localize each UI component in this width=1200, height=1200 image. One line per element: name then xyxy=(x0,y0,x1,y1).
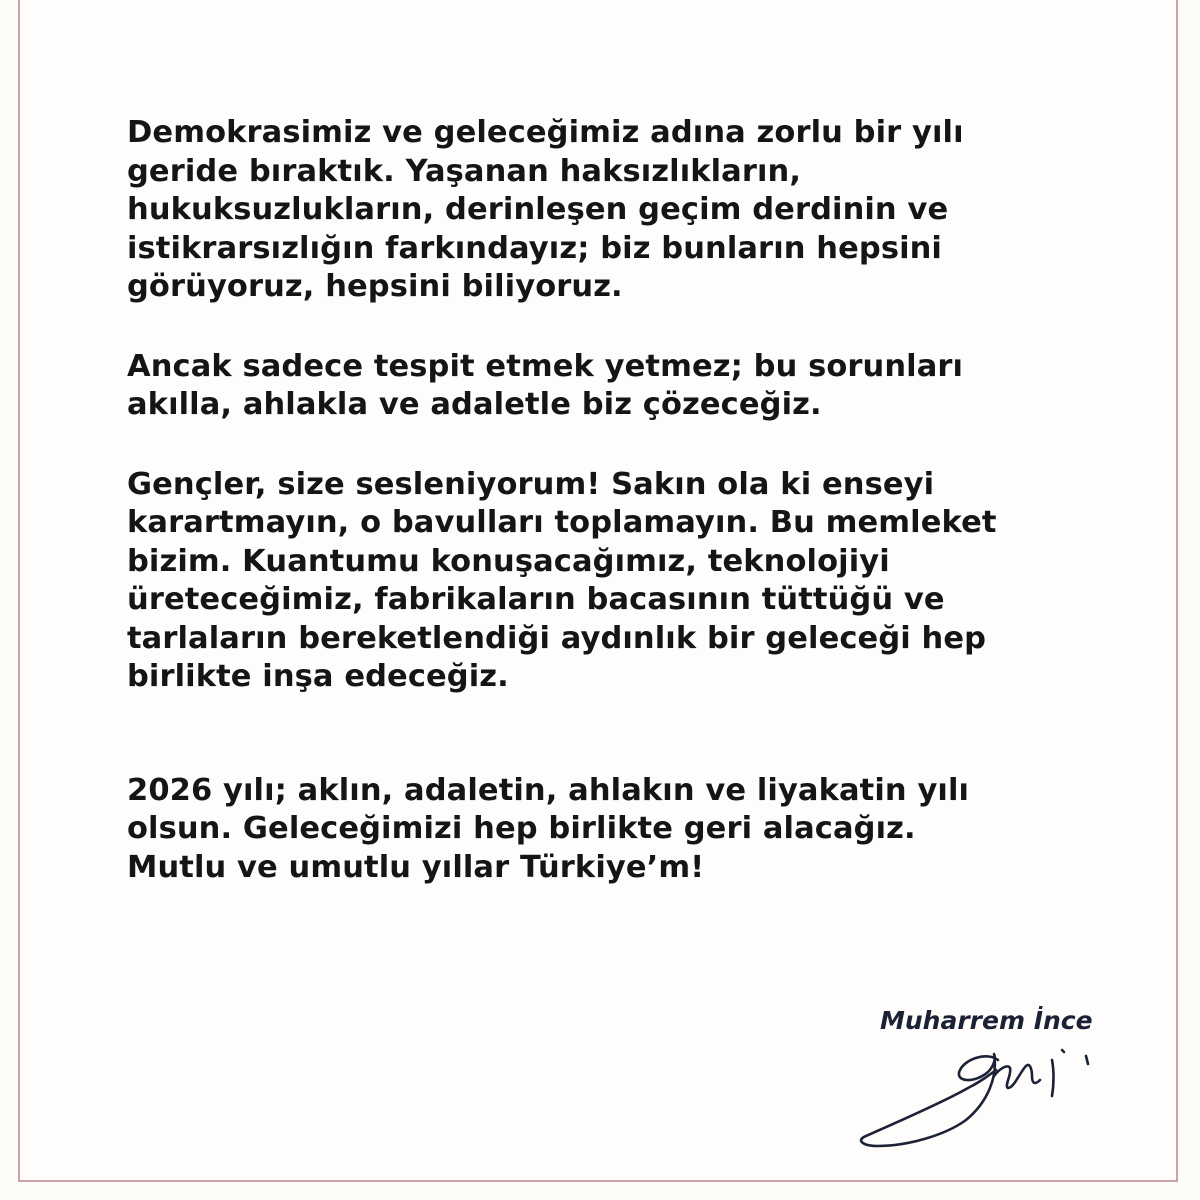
letter-paragraph-2: Ancak sadece tespit etmek yetmez; bu sorunları akılla, ahlakla ve adaletle biz çözeceğiz. xyxy=(127,348,964,422)
signatory-name: Muharrem İnce xyxy=(880,1006,1093,1035)
letter-paragraph-4: 2026 yılı; aklın, adaletin, ahlakın ve liyakatin yılı olsun. Geleceğimizi hep birlikte geri alacağız. Mutlu ve umutlu yıllar Türkiye’m! xyxy=(127,772,970,885)
letter-paragraph-3: Gençler, size sesleniyorum! Sakın ola ki enseyi karartmayın, o bavulları toplamayın. Bu memleket bizim. Kuantumu konuşacağımız, teknolojiyi üreteceğimiz, fabrikaların bacasının tüttüğü ve tarlaların bereketlendiği aydınlık bir geleceği hep birlikte inşa edeceğiz. xyxy=(127,466,997,694)
handwritten-signature xyxy=(848,1036,1118,1156)
letter-body xyxy=(127,100,1047,887)
letter-paragraph-1: Demokrasimiz ve geleceğimiz adına zorlu bir yılı geride bıraktık. Yaşanan haksızlıkların, hukuksuzlukların, derinleşen geçim derdinin ve istikrarsızlığın farkındayız; biz bunların hepsini görüyoruz, hepsini biliyoruz. xyxy=(127,115,964,304)
